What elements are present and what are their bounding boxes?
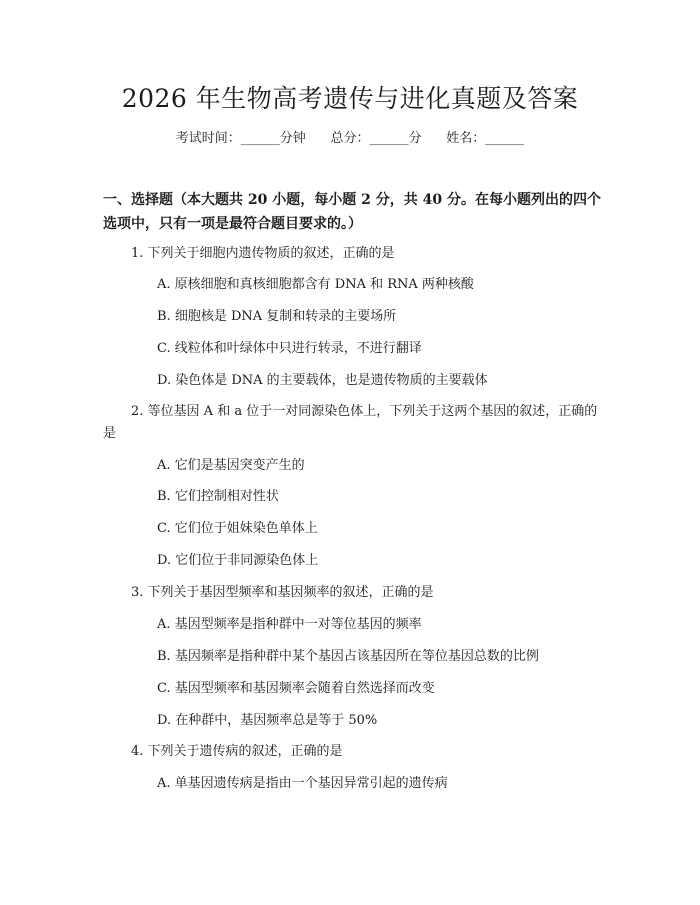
question-4-option-a: A. 单基因遗传病是指由一个基因异常引起的遗传病: [157, 776, 448, 791]
question-2-option-a: A. 它们是基因突变产生的: [157, 458, 305, 473]
question-2-option-d: D. 它们位于非同源染色体上: [157, 553, 319, 568]
question-3-option-a: A. 基因型频率是指种群中一对等位基因的频率: [157, 617, 422, 632]
question-3-option-c: C. 基因型频率和基因频率会随着自然选择而改变: [157, 681, 435, 696]
question-1-option-d: D. 染色体是 DNA 的主要载体，也是遗传物质的主要载体: [157, 373, 488, 388]
question-2-option-b: B. 它们控制相对性状: [157, 489, 279, 504]
question-3-stem: 3. 下列关于基因型频率和基因频率的叙述，正确的是: [131, 585, 434, 600]
question-2-stem: 2. 等位基因 A 和 a 位于一对同源染色体上，下列关于这两个基因的叙述，正确的是: [103, 404, 598, 441]
question-1-option-c: C. 线粒体和叶绿体中只进行转录，不进行翻译: [157, 341, 422, 356]
section-heading: 一、选择题（本大题共 20 小题，每小题 2 分，共 40 分。在每小题列出的四个选项中，只有一项是最符合题目要求的。）: [103, 192, 601, 232]
question-1-option-a: A. 原核细胞和真核细胞都含有 DNA 和 RNA 两种核酸: [157, 277, 474, 292]
question-3-option-d: D. 在种群中，基因频率总是等于 50%: [157, 713, 378, 728]
question-1-option-b: B. 细胞核是 DNA 复制和转录的主要场所: [157, 309, 397, 324]
question-3-option-b: B. 基因频率是指种群中某个基因占该基因所在等位基因总数的比例: [157, 649, 539, 664]
question-4-stem: 4. 下列关于遗传病的叙述，正确的是: [131, 744, 343, 759]
exam-meta-line: 考试时间：______分钟 总分：______分 姓名：______: [175, 131, 525, 146]
question-1-stem: 1. 下列关于细胞内遗传物质的叙述，正确的是: [131, 246, 395, 261]
exam-title: 2026 年生物高考遗传与进化真题及答案: [121, 84, 579, 113]
question-2-option-c: C. 它们位于姐妹染色单体上: [157, 521, 318, 536]
